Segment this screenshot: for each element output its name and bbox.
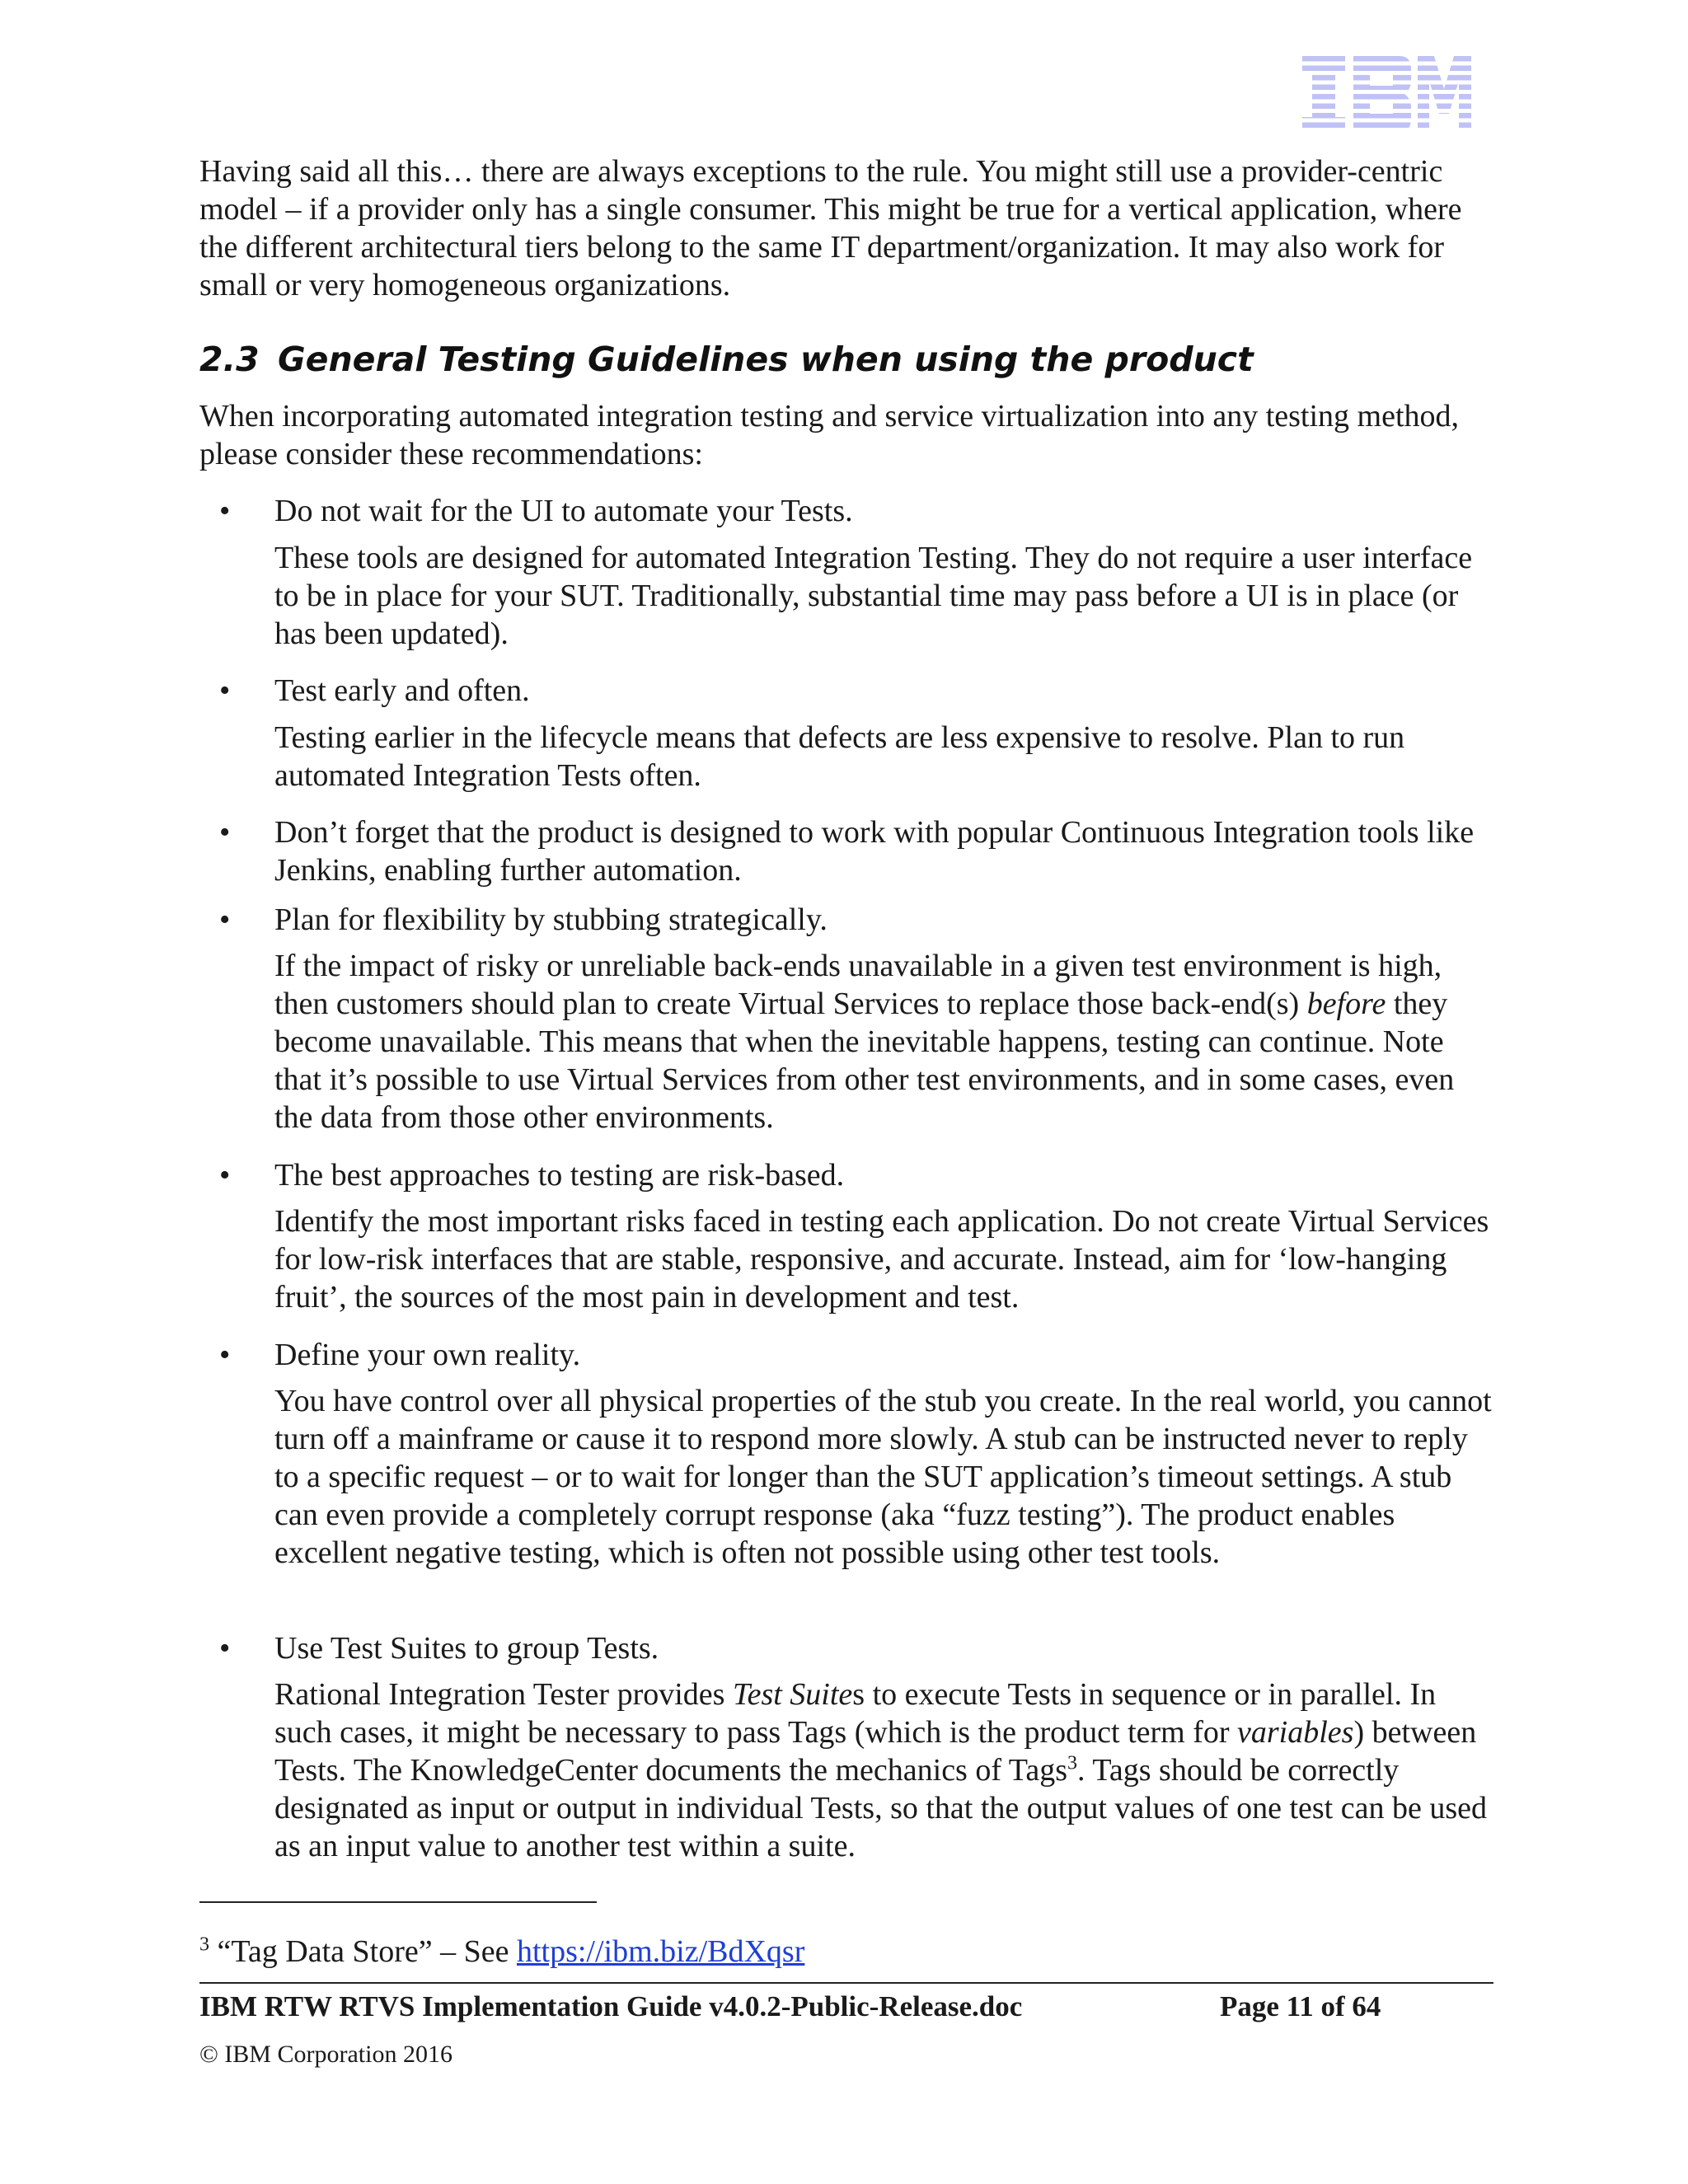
item-body-emphasis: Test Suite (732, 1677, 853, 1712)
item-body (274, 947, 1494, 1137)
item-title: Test early and often. (274, 673, 530, 708)
section-title: General Testing Guidelines when using the product (278, 340, 1254, 379)
footnote-link[interactable]: https://ibm.biz/BdXqsr (516, 1934, 805, 1969)
footnote-number: 3 (199, 1933, 209, 1956)
item-body: You have control over all physical properties of the stub you create. In the real world, you cannot turn off a mainframe or cause it to respond more slowly. A stub can be instructed never to reply to a specific request – or to wait for longer than the SUT application’s timeout settings. A stub can even provide a completely corrupt response (aka “fuzz testing”). The product enables excellent negative testing, which is often not possible using other test tools. (274, 1384, 1492, 1570)
item-title: Don’t forget that the product is designed to work with popular Continuous Integration tools like Jenkins, enabling further automation. (274, 815, 1475, 888)
item-title: The best approaches to testing are risk-based. (274, 1158, 845, 1193)
item-body-text: . Tags should be correctly designated as input or output in individual Tests, so that the output values of one test can be used as an input value to another test within a suite. (274, 1753, 1487, 1863)
item-title: Do not wait for the UI to automate your Tests. (274, 494, 853, 528)
item-body: Identify the most important risks faced in testing each application. Do not create Virtual Services for low-risk interfaces that are stable, responsive, and accurate. Instead, aim for ‘low-hanging fruit’, the sources of the most pain in development and test. (274, 1204, 1489, 1315)
ibm-logo (1302, 56, 1471, 132)
footnote-separator (199, 1901, 597, 1903)
section-number: 2.3 (199, 340, 260, 379)
item-body: These tools are designed for automated Integration Testing. They do not require a user interface to be in place for your SUT. Traditionally, substantial time may pass before a UI is in place (or has been updated). (274, 541, 1473, 651)
footnote-text: “Tag Data Store” – See (217, 1934, 517, 1969)
footnote (199, 1933, 804, 1971)
item-body-text: Rational Integration Tester provides (274, 1677, 733, 1712)
bullet-marker: • (219, 494, 231, 528)
bullet-marker: • (219, 1631, 231, 1666)
footer-document-name: IBM RTW RTVS Implementation Guide v4.0.2-Public-Release.doc (199, 1990, 1023, 2022)
footer-separator (199, 1982, 1493, 1984)
item-body-text: they become unavailable. This means that when the inevitable happens, testing can continue. Note that it’s possible to use Virtual Services from other test environments, and in some cases, even the data from those other environments. (274, 987, 1455, 1135)
item-body (274, 1675, 1494, 1865)
item-body-text: s to execute Tests in sequence or in parallel. In such cases, it might be necessary to pass Tags (which is the product term for (274, 1677, 1437, 1750)
footer-page-number: Page 11 of 64 (1220, 1990, 1381, 2022)
footnote-reference[interactable]: 3 (1067, 1752, 1078, 1774)
item-title: Plan for flexibility by stubbing strategically. (274, 902, 828, 937)
section-heading (199, 336, 1254, 382)
bullet-marker: • (219, 815, 231, 850)
item-body-emphasis: before (1306, 987, 1386, 1021)
bullet-marker: • (219, 902, 231, 937)
item-title: Use Test Suites to group Tests. (274, 1631, 659, 1666)
item-body: Testing earlier in the lifecycle means that defects are less expensive to resolve. Plan to run automated Integration Tests often. (274, 720, 1405, 793)
item-title: Define your own reality. (274, 1338, 581, 1372)
bullet-marker: • (219, 673, 231, 708)
bullet-marker: • (219, 1158, 231, 1193)
footer-copyright: © IBM Corporation 2016 (199, 2041, 452, 2068)
bullet-marker: • (219, 1338, 231, 1372)
item-body-text: ) between Tests. The KnowledgeCenter documents the mechanics of Tags (274, 1715, 1477, 1788)
lead-paragraph: When incorporating automated integration testing and service virtualization into any testing method, please consider these recommendations: (199, 399, 1460, 471)
item-body-emphasis: variables (1237, 1715, 1354, 1750)
intro-paragraph: Having said all this… there are always exceptions to the rule. You might still use a provider-centric model – if a provider only has a single consumer. This might be true for a vertical application, where the different architectural tiers belong to the same IT department/organization. It may also work for small or very homogeneous organizations. (199, 154, 1462, 302)
item-body-text: If the impact of risky or unreliable back-ends unavailable in a given test environment is high, then customers should plan to create Virtual Services to replace those back-end(s) (274, 949, 1442, 1021)
